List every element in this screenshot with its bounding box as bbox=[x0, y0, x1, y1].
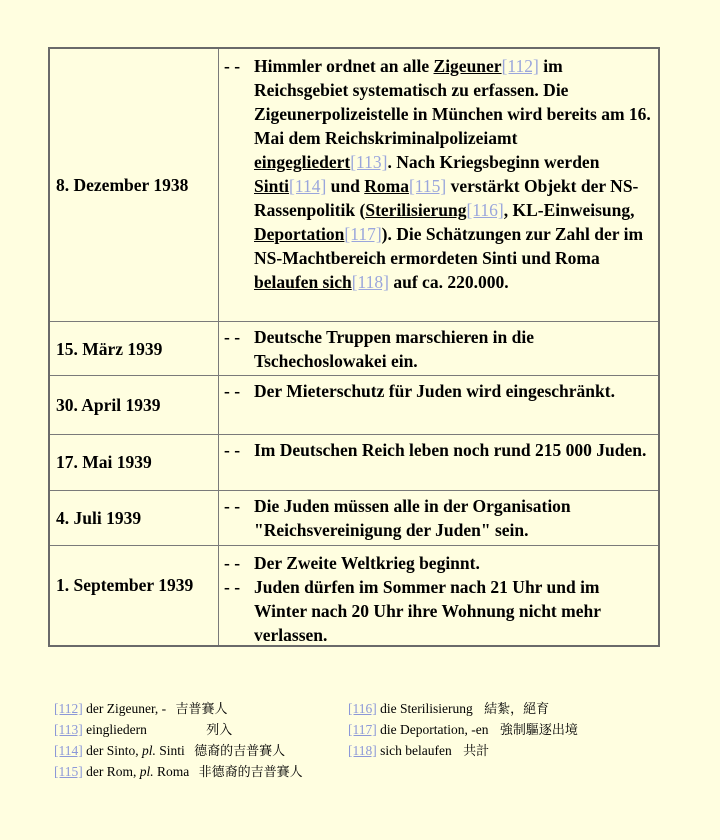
dash-marker: - - bbox=[224, 496, 241, 516]
glossary-ref-115[interactable]: [115] bbox=[54, 764, 83, 779]
glossary-entry bbox=[54, 762, 303, 783]
dash-marker: - - bbox=[224, 327, 241, 347]
glossary-translation: 德裔的吉普賽人 bbox=[194, 744, 286, 759]
event-text: Im Deutschen Reich leben noch rund 215 000 Juden. bbox=[254, 440, 647, 460]
term-eingegliedert: eingegliedert bbox=[254, 152, 351, 172]
term-sinti: Sinti bbox=[254, 176, 290, 196]
glossary-term: die Sterilisierung bbox=[380, 701, 473, 716]
ref-link-117[interactable]: [117] bbox=[344, 224, 382, 244]
event-cell bbox=[224, 325, 654, 373]
event-cell bbox=[224, 494, 654, 542]
glossary-ref-114[interactable]: [114] bbox=[54, 743, 83, 758]
term-deportation: Deportation bbox=[254, 224, 345, 244]
dash-marker: - - bbox=[224, 56, 241, 76]
glossary-right bbox=[348, 699, 578, 762]
dash-marker: - - bbox=[224, 381, 241, 401]
glossary-term: sich belaufen bbox=[380, 743, 452, 758]
ref-link-118[interactable]: [118] bbox=[351, 272, 389, 292]
glossary-ref-112[interactable]: [112] bbox=[54, 701, 83, 716]
event-text: Juden dürfen im Sommer nach 21 Uhr und im Winter nach 20 Uhr ihre Wohnung nicht mehr verlassen. bbox=[254, 577, 601, 645]
date-cell: 15. März 1939 bbox=[56, 339, 163, 359]
table-row bbox=[50, 545, 658, 649]
glossary-entry bbox=[348, 741, 578, 762]
glossary-translation: 非德裔的吉普賽人 bbox=[198, 765, 303, 780]
dash-marker: - - bbox=[224, 553, 241, 573]
event-text: Der Zweite Weltkrieg beginnt. bbox=[254, 553, 480, 573]
ref-link-112[interactable]: [112] bbox=[501, 56, 539, 76]
glossary-term: der Rom, pl. Roma bbox=[86, 764, 190, 779]
term-zigeuner: Zigeuner bbox=[433, 56, 502, 76]
glossary-entry bbox=[348, 720, 578, 741]
glossary-term: der Sinto, pl. Sinti bbox=[86, 743, 185, 758]
table-row bbox=[50, 375, 658, 435]
date-cell: 1. September 1939 bbox=[56, 575, 194, 595]
event-cell bbox=[224, 438, 654, 462]
ref-link-114[interactable]: [114] bbox=[289, 176, 327, 196]
event-text: Der Mieterschutz für Juden wird eingeschränkt. bbox=[254, 381, 615, 401]
glossary-entry bbox=[54, 741, 303, 762]
date-cell: 8. Dezember 1938 bbox=[56, 175, 189, 195]
date-cell: 30. April 1939 bbox=[56, 395, 161, 415]
glossary-ref-117[interactable]: [117] bbox=[348, 722, 377, 737]
dash-marker: - - bbox=[224, 577, 241, 597]
term-roma: Roma bbox=[364, 176, 409, 196]
glossary-term: der Zigeuner, - bbox=[86, 701, 167, 716]
ref-link-115[interactable]: [115] bbox=[408, 176, 447, 196]
dash-marker: - - bbox=[224, 440, 241, 460]
event-text: Deutsche Truppen marschieren in die Tschechoslowakei ein. bbox=[254, 327, 535, 371]
event-cell bbox=[224, 379, 654, 403]
glossary-translation: 共計 bbox=[463, 744, 490, 759]
glossary-left bbox=[54, 699, 303, 783]
glossary-term: die Deportation, -en bbox=[380, 722, 489, 737]
chronology-table bbox=[48, 47, 660, 647]
date-cell: 4. Juli 1939 bbox=[56, 508, 142, 528]
ref-link-113[interactable]: [113] bbox=[350, 152, 388, 172]
glossary-ref-118[interactable]: [118] bbox=[348, 743, 377, 758]
event-cell bbox=[224, 54, 654, 294]
table-row bbox=[50, 321, 658, 376]
event-cell bbox=[224, 551, 654, 647]
glossary-ref-116[interactable]: [116] bbox=[348, 701, 377, 716]
event-text: Die Juden müssen alle in der Organisation "Reichsvereinigung der Juden" sein. bbox=[254, 496, 571, 540]
glossary-entry bbox=[54, 720, 303, 741]
term-sterilisierung: Sterilisierung bbox=[365, 200, 467, 220]
glossary-term: eingliedern bbox=[86, 722, 147, 737]
glossary-translation: 強制驅逐出境 bbox=[499, 723, 578, 738]
glossary-entry bbox=[348, 699, 578, 720]
table-row bbox=[50, 49, 658, 322]
ref-link-116[interactable]: [116] bbox=[466, 200, 504, 220]
glossary-translation: 結紮，絕育 bbox=[484, 702, 550, 717]
table-row bbox=[50, 434, 658, 491]
glossary-translation: 吉普賽人 bbox=[175, 702, 228, 717]
term-belaufen-sich: belaufen sich bbox=[254, 272, 352, 292]
table-row bbox=[50, 490, 658, 546]
glossary-translation: 列入 bbox=[206, 723, 233, 738]
date-cell: 17. Mai 1939 bbox=[56, 452, 152, 472]
glossary-ref-113[interactable]: [113] bbox=[54, 722, 83, 737]
event-text: - - Himmler ordnet an alle Zigeuner[112] im Reichsgebiet systematisch zu erfassen. Die Zigeunerpolizeistelle in München wird bereits am 16. Mai dem Reichskriminalpolizeiamt eingegliedert[113]. Nach Kriegsbeginn werden Sinti[114] und Roma[115] verstärkt Objekt der NS- Rassenpolitik (Sterilisierung[116], KL-Einweisung, Deportation[117]). Die Schätzungen zur Zahl der im NS-Machtbereich ermordeten Sinti und Roma belaufen sich[118] auf ca. 220.000. bbox=[224, 56, 651, 292]
glossary-entry bbox=[54, 699, 303, 720]
